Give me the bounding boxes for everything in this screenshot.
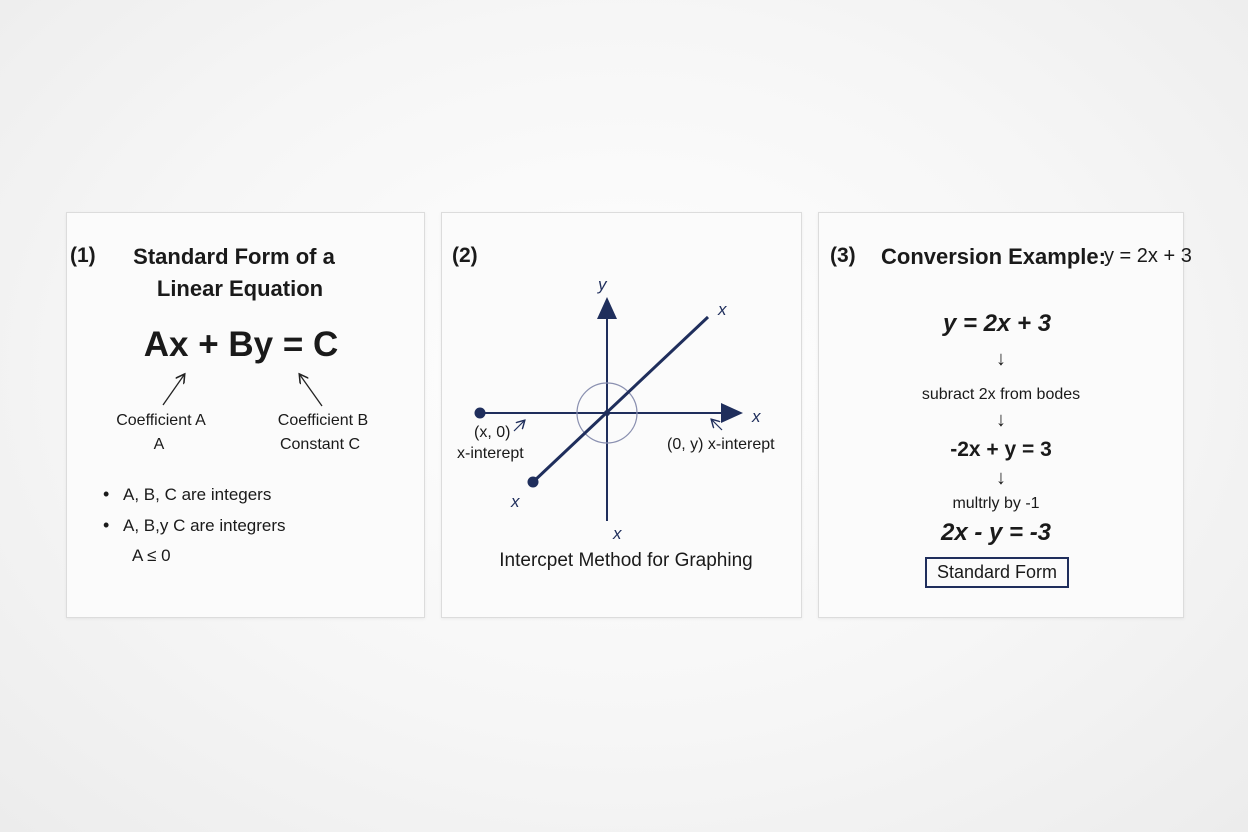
panel-2-number: (2) bbox=[452, 244, 478, 267]
panel-3-number: (3) bbox=[830, 244, 856, 267]
coefficient-a-label: Coefficient A bbox=[116, 412, 206, 429]
panel-3-title: Conversion Example: bbox=[881, 244, 1106, 269]
step-note-2: multrly by -1 bbox=[952, 495, 1040, 512]
arrow-to-coefficient-a bbox=[163, 375, 184, 405]
line-end-point bbox=[528, 477, 539, 488]
y-intercept-label: (0, y) x-interept bbox=[667, 436, 775, 453]
coefficient-b-label: Coefficient B bbox=[277, 412, 369, 429]
standard-form-equation: Ax + By = C bbox=[143, 325, 339, 364]
coefficient-a-symbol: A bbox=[153, 436, 165, 453]
panel-intercept-method bbox=[441, 212, 802, 618]
x-intercept-label: x-interept bbox=[457, 445, 524, 462]
origin-point bbox=[604, 410, 610, 416]
step-arrow-3: ↓ bbox=[996, 467, 1006, 489]
axis-bottom-label: x bbox=[613, 524, 622, 543]
condition-a: A ≤ 0 bbox=[132, 546, 171, 565]
x-intercept-coordinates: (x, 0) bbox=[474, 424, 511, 441]
panel-standard-form bbox=[66, 212, 425, 618]
right-label-arrow bbox=[712, 420, 722, 430]
panel-conversion-example bbox=[818, 212, 1192, 618]
x-axis-label: x bbox=[752, 407, 761, 426]
panel-3-title-equation: y = 2x + 3 bbox=[1104, 245, 1192, 267]
list-item: • A, B,y C are integrers bbox=[101, 516, 286, 547]
left-label-arrow bbox=[514, 421, 524, 431]
arrow-to-coefficient-b bbox=[300, 375, 322, 406]
step-3-equation: 2x - y = -3 bbox=[940, 519, 1052, 546]
panel-1-number: (1) bbox=[70, 244, 96, 267]
line-bottom-label: x bbox=[511, 492, 520, 511]
graph-line bbox=[533, 317, 708, 482]
panel-1-title-line-1: Standard Form of a bbox=[133, 244, 335, 269]
y-axis-label: y bbox=[598, 275, 607, 294]
list-item: • A, B, C are integers bbox=[101, 485, 286, 516]
standard-form-result-box: Standard Form bbox=[925, 557, 1069, 588]
step-note-1: subract 2x from bodes bbox=[921, 386, 1081, 403]
step-1-equation: y = 2x + 3 bbox=[942, 310, 1052, 337]
step-arrow-1: ↓ bbox=[996, 348, 1006, 370]
graph-caption: Intercpet Method for Graphing bbox=[499, 550, 753, 571]
conditions-list bbox=[101, 485, 286, 547]
x-intercept-point bbox=[475, 408, 486, 419]
panel-1-title-line-2: Linear Equation bbox=[156, 276, 324, 301]
step-2-equation: -2x + y = 3 bbox=[950, 438, 1052, 461]
constant-c-label: Constant C bbox=[279, 436, 361, 453]
line-top-label: x bbox=[718, 300, 727, 319]
step-arrow-2: ↓ bbox=[996, 409, 1006, 431]
